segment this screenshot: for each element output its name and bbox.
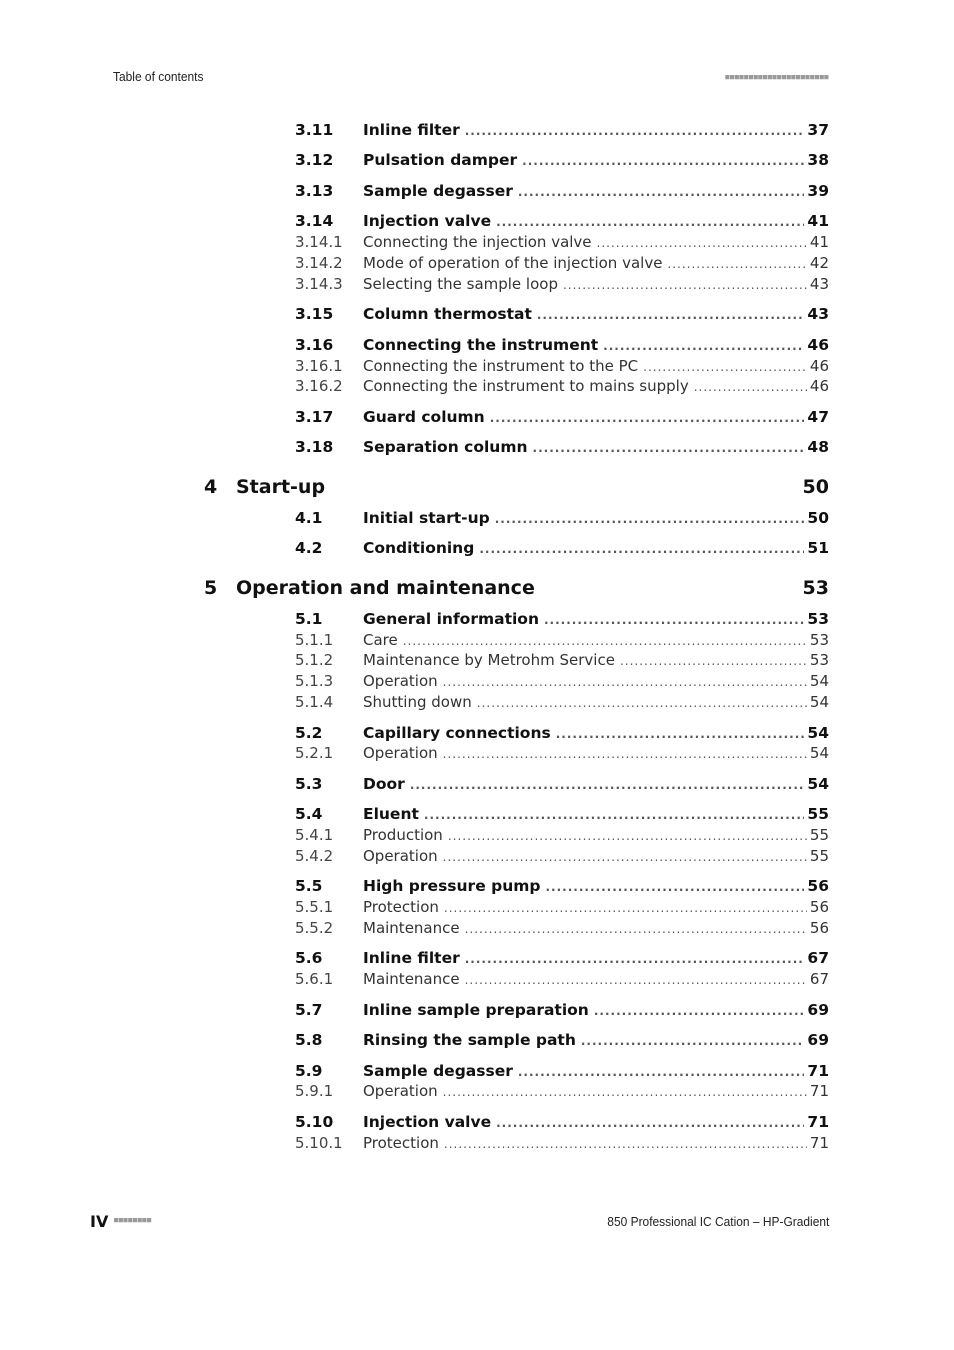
header-title: Table of contents bbox=[113, 69, 204, 84]
toc-entry-title: Mode of operation of the injection valve bbox=[363, 254, 663, 272]
toc-entry-number: 5.10.1 bbox=[295, 1134, 343, 1152]
toc-entry-number: 5.1.4 bbox=[295, 693, 334, 711]
toc-entry-title: Separation column bbox=[363, 438, 528, 456]
toc-entry-line bbox=[363, 724, 829, 742]
toc-entry-line bbox=[363, 1001, 829, 1019]
toc-subsection[interactable] bbox=[295, 693, 829, 717]
toc-subsection[interactable] bbox=[295, 377, 829, 401]
toc-entry-page: 54 bbox=[809, 672, 829, 690]
toc-entry-number: 5.1.1 bbox=[295, 631, 334, 649]
toc-entry-page: 46 bbox=[807, 336, 829, 354]
toc-section[interactable] bbox=[295, 1031, 829, 1055]
toc-entry-title: High pressure pump bbox=[363, 877, 541, 895]
toc-entry-title: Rinsing the sample path bbox=[363, 1031, 576, 1049]
toc-entry-line bbox=[236, 577, 829, 599]
toc-entry-number: 4 bbox=[204, 476, 218, 498]
toc-entry-number: 3.14 bbox=[295, 212, 334, 230]
dot-leader bbox=[518, 185, 805, 199]
toc-entry-title: Operation bbox=[363, 847, 438, 865]
dot-leader bbox=[477, 696, 807, 710]
dot-leader bbox=[403, 634, 807, 648]
toc-entry-page: 41 bbox=[809, 233, 829, 251]
dot-leader bbox=[465, 952, 805, 966]
toc-entry-line bbox=[363, 1062, 829, 1080]
toc-entry-page: 53 bbox=[809, 651, 829, 669]
dot-leader bbox=[556, 727, 805, 741]
toc-entry-line bbox=[363, 377, 829, 395]
toc-entry-page: 46 bbox=[809, 357, 829, 375]
toc-entry-line bbox=[363, 919, 829, 937]
toc-entry-number: 3.16.1 bbox=[295, 357, 343, 375]
toc-entry-number: 3.14.2 bbox=[295, 254, 343, 272]
toc-entry-number: 3.16 bbox=[295, 336, 334, 354]
toc-entry-page: 39 bbox=[807, 182, 829, 200]
dot-leader bbox=[620, 654, 807, 668]
toc-entry-line bbox=[363, 826, 829, 844]
toc-section[interactable] bbox=[295, 539, 829, 563]
dot-leader bbox=[545, 880, 804, 894]
toc-entry-number: 3.14.3 bbox=[295, 275, 343, 293]
toc-entry-number: 3.14.1 bbox=[295, 233, 343, 251]
toc-subsection[interactable] bbox=[295, 970, 829, 994]
dot-leader bbox=[495, 512, 805, 526]
toc-entry-line bbox=[363, 693, 829, 711]
toc-entry-page: 43 bbox=[807, 305, 829, 323]
toc-entry-page: 42 bbox=[809, 254, 829, 272]
toc-entry-page: 71 bbox=[807, 1062, 829, 1080]
toc-entry-page: 47 bbox=[807, 408, 829, 426]
toc-entry-number: 5.6 bbox=[295, 949, 323, 967]
toc-entry-title: Maintenance by Metrohm Service bbox=[363, 651, 615, 669]
toc-entry-title: Operation bbox=[363, 744, 438, 762]
dot-leader bbox=[597, 236, 807, 250]
toc-entry-line bbox=[363, 970, 829, 988]
toc-entry-title: Maintenance bbox=[363, 970, 460, 988]
toc-entry-line bbox=[363, 1134, 829, 1152]
dot-leader bbox=[643, 360, 807, 374]
toc-entry-line bbox=[363, 254, 829, 272]
toc-entry-number: 4.1 bbox=[295, 509, 323, 527]
toc-section[interactable] bbox=[295, 151, 829, 175]
toc-entry-line bbox=[363, 275, 829, 293]
dot-leader bbox=[465, 922, 807, 936]
toc-entry-number: 5.4.2 bbox=[295, 847, 334, 865]
toc-entry-number: 3.17 bbox=[295, 408, 334, 426]
toc-entry-number: 5.4 bbox=[295, 805, 323, 823]
toc-entry-number: 5.1.2 bbox=[295, 651, 334, 669]
toc-entry-title: Maintenance bbox=[363, 919, 460, 937]
toc-section[interactable] bbox=[295, 1001, 829, 1025]
dot-leader bbox=[443, 1085, 807, 1099]
toc-entry-page: 41 bbox=[807, 212, 829, 230]
toc-entry-title: Protection bbox=[363, 1134, 439, 1152]
toc-entry-title: Connecting the instrument to the PC bbox=[363, 357, 639, 375]
toc-entry-line bbox=[363, 651, 829, 669]
toc-entry-line bbox=[363, 357, 829, 375]
toc-entry-page: 53 bbox=[809, 631, 829, 649]
toc-entry-number: 5.4.1 bbox=[295, 826, 334, 844]
toc-section[interactable] bbox=[295, 182, 829, 206]
toc-entry-title: Connecting the instrument to mains supply bbox=[363, 377, 689, 395]
toc-entry-title: Operation bbox=[363, 672, 438, 690]
toc-entry-page: 71 bbox=[807, 1113, 829, 1131]
toc-entry-title: Door bbox=[363, 775, 405, 793]
toc-entry-line bbox=[363, 1113, 829, 1131]
toc-subsection[interactable] bbox=[295, 847, 829, 871]
toc-entry-number: 4.2 bbox=[295, 539, 323, 557]
toc-entry-page: 71 bbox=[809, 1134, 829, 1152]
dot-leader bbox=[465, 973, 807, 987]
toc-entry-page: 56 bbox=[809, 898, 829, 916]
toc-entry-title: Sample degasser bbox=[363, 182, 513, 200]
dot-leader bbox=[496, 1116, 804, 1130]
toc-entry-line bbox=[363, 847, 829, 865]
toc-entry-title: Production bbox=[363, 826, 443, 844]
toc-entry-line bbox=[363, 1031, 829, 1049]
toc-entry-number: 5.8 bbox=[295, 1031, 323, 1049]
toc-entry-page: 43 bbox=[809, 275, 829, 293]
dot-leader bbox=[563, 278, 807, 292]
toc-entry-page: 55 bbox=[809, 847, 829, 865]
toc-entry-title: Protection bbox=[363, 898, 439, 916]
toc-entry-line bbox=[363, 438, 829, 456]
toc-section[interactable] bbox=[295, 408, 829, 432]
toc-entry-title: Care bbox=[363, 631, 398, 649]
toc-entry-page: 54 bbox=[809, 693, 829, 711]
toc-entry-page: 71 bbox=[809, 1082, 829, 1100]
toc-entry-line bbox=[363, 1082, 829, 1100]
toc-entry-number: 5.1 bbox=[295, 610, 323, 628]
toc-entry-page: 54 bbox=[807, 724, 829, 742]
toc-section[interactable] bbox=[295, 509, 829, 533]
toc-entry-number: 5.9 bbox=[295, 1062, 323, 1080]
toc-entry-page: 69 bbox=[807, 1001, 829, 1019]
dot-leader bbox=[479, 542, 804, 556]
dot-leader bbox=[424, 808, 805, 822]
dot-leader bbox=[410, 778, 805, 792]
toc-entry-title: Conditioning bbox=[363, 539, 475, 557]
toc-entry-page: 54 bbox=[809, 744, 829, 762]
toc-entry-page: 48 bbox=[807, 438, 829, 456]
toc-entry-number: 5.2.1 bbox=[295, 744, 334, 762]
toc-entry-number: 3.11 bbox=[295, 121, 334, 139]
toc-subsection[interactable] bbox=[295, 275, 829, 299]
toc-entry-title: Initial start-up bbox=[363, 509, 490, 527]
toc-entry-number: 3.15 bbox=[295, 305, 334, 323]
page-number: IV bbox=[90, 1212, 109, 1231]
toc-entry-page: 46 bbox=[809, 377, 829, 395]
toc-entry-number: 5 bbox=[204, 577, 218, 599]
toc-entry-page: 37 bbox=[807, 121, 829, 139]
toc-entry-line bbox=[363, 182, 829, 200]
toc-entry-page: 38 bbox=[807, 151, 829, 169]
toc-entry-line bbox=[236, 476, 829, 498]
toc-entry-line bbox=[363, 121, 829, 139]
toc-entry-page: 56 bbox=[807, 877, 829, 895]
toc-entry-number: 3.18 bbox=[295, 438, 334, 456]
toc-subsection[interactable] bbox=[295, 744, 829, 768]
toc-entry-number: 3.12 bbox=[295, 151, 334, 169]
toc-entry-number: 5.2 bbox=[295, 724, 323, 742]
toc-subsection[interactable] bbox=[295, 1082, 829, 1106]
toc-entry-title: Shutting down bbox=[363, 693, 472, 711]
toc-entry-line bbox=[363, 744, 829, 762]
toc-entry-title: Column thermostat bbox=[363, 305, 532, 323]
toc-entry-number: 5.6.1 bbox=[295, 970, 334, 988]
toc-entry-page: 54 bbox=[807, 775, 829, 793]
toc-entry-line bbox=[363, 949, 829, 967]
toc-subsection[interactable] bbox=[295, 1134, 829, 1158]
toc-entry-title: Guard column bbox=[363, 408, 485, 426]
toc-entry-page: 50 bbox=[802, 476, 829, 498]
toc-entry-number: 5.3 bbox=[295, 775, 323, 793]
toc-entry-title: Start-up bbox=[236, 476, 326, 498]
dot-leader bbox=[496, 215, 804, 229]
dot-leader bbox=[444, 1137, 807, 1151]
toc-chapter[interactable] bbox=[204, 577, 829, 601]
footer-decoration: ■■■■■■■■ bbox=[114, 1216, 152, 1224]
dot-leader bbox=[443, 850, 807, 864]
dot-leader bbox=[448, 829, 807, 843]
dot-leader bbox=[667, 257, 806, 271]
toc-entry-line bbox=[363, 539, 829, 557]
toc-entry-page: 55 bbox=[807, 805, 829, 823]
dot-leader bbox=[544, 613, 804, 627]
toc-entry-line bbox=[363, 877, 829, 895]
toc-chapter[interactable] bbox=[204, 476, 829, 500]
toc-section[interactable] bbox=[295, 438, 829, 462]
dot-leader bbox=[537, 308, 805, 322]
toc-entry-title: Connecting the injection valve bbox=[363, 233, 592, 251]
toc-entry-page: 56 bbox=[809, 919, 829, 937]
toc-subsection[interactable] bbox=[295, 919, 829, 943]
toc-entry-title: Inline sample preparation bbox=[363, 1001, 589, 1019]
toc-entry-number: 5.5 bbox=[295, 877, 323, 895]
toc-entry-line bbox=[363, 805, 829, 823]
toc-entry-number: 5.7 bbox=[295, 1001, 323, 1019]
dot-leader bbox=[444, 901, 807, 915]
toc-entry-title: Inline filter bbox=[363, 121, 460, 139]
toc-entry-page: 67 bbox=[809, 970, 829, 988]
toc-entry-line bbox=[363, 775, 829, 793]
toc-section[interactable] bbox=[295, 775, 829, 799]
toc-entry-title: Operation and maintenance bbox=[236, 577, 535, 599]
toc-entry-page: 53 bbox=[802, 577, 829, 599]
toc-entry-number: 3.13 bbox=[295, 182, 334, 200]
dot-leader bbox=[443, 675, 807, 689]
toc-entry-title: Eluent bbox=[363, 805, 419, 823]
toc-entry-line bbox=[363, 336, 829, 354]
toc-entry-number: 5.1.3 bbox=[295, 672, 334, 690]
toc-entry-title: Capillary connections bbox=[363, 724, 551, 742]
toc-section[interactable] bbox=[295, 305, 829, 329]
toc-entry-line bbox=[363, 305, 829, 323]
toc-entry-title: Connecting the instrument bbox=[363, 336, 599, 354]
toc-entry-title: Injection valve bbox=[363, 1113, 492, 1131]
toc-entry-title: General information bbox=[363, 610, 539, 628]
dot-leader bbox=[533, 441, 805, 455]
header-decoration: ■■■■■■■■■■■■■■■■■■■■■■ bbox=[725, 73, 829, 81]
toc-entry-number: 5.5.1 bbox=[295, 898, 334, 916]
toc-entry-page: 55 bbox=[809, 826, 829, 844]
toc-entry-title: Inline filter bbox=[363, 949, 460, 967]
toc-entry-page: 50 bbox=[807, 509, 829, 527]
toc-entry-number: 5.9.1 bbox=[295, 1082, 334, 1100]
toc-entry-title: Sample degasser bbox=[363, 1062, 513, 1080]
toc-entry-title: Pulsation damper bbox=[363, 151, 518, 169]
toc-section[interactable] bbox=[295, 121, 829, 145]
toc-entry-line bbox=[363, 672, 829, 690]
document-title: 850 Professional IC Cation – HP-Gradient bbox=[606, 1214, 829, 1229]
toc-entry-line bbox=[363, 509, 829, 527]
toc-entry-line bbox=[363, 610, 829, 628]
toc-entry-number: 3.16.2 bbox=[295, 377, 343, 395]
toc-entry-number: 5.5.2 bbox=[295, 919, 334, 937]
dot-leader bbox=[694, 380, 807, 394]
toc-entry-page: 69 bbox=[807, 1031, 829, 1049]
toc-entry-page: 51 bbox=[807, 539, 829, 557]
toc-entry-line bbox=[363, 151, 829, 169]
dot-leader bbox=[465, 124, 805, 138]
dot-leader bbox=[443, 747, 807, 761]
toc-entry-title: Operation bbox=[363, 1082, 438, 1100]
toc-entry-title: Injection valve bbox=[363, 212, 492, 230]
toc-entry-page: 53 bbox=[807, 610, 829, 628]
toc-entry-line bbox=[363, 212, 829, 230]
toc-entry-page: 67 bbox=[807, 949, 829, 967]
dot-leader bbox=[490, 411, 805, 425]
toc-entry-number: 5.10 bbox=[295, 1113, 334, 1131]
dot-leader bbox=[522, 154, 804, 168]
dot-leader bbox=[594, 1004, 805, 1018]
toc-entry-line bbox=[363, 233, 829, 251]
dot-leader bbox=[603, 339, 804, 353]
dot-leader bbox=[518, 1065, 805, 1079]
toc-entry-line bbox=[363, 631, 829, 649]
toc-entry-line bbox=[363, 898, 829, 916]
dot-leader bbox=[581, 1034, 805, 1048]
toc-entry-line bbox=[363, 408, 829, 426]
toc-entry-title: Selecting the sample loop bbox=[363, 275, 558, 293]
